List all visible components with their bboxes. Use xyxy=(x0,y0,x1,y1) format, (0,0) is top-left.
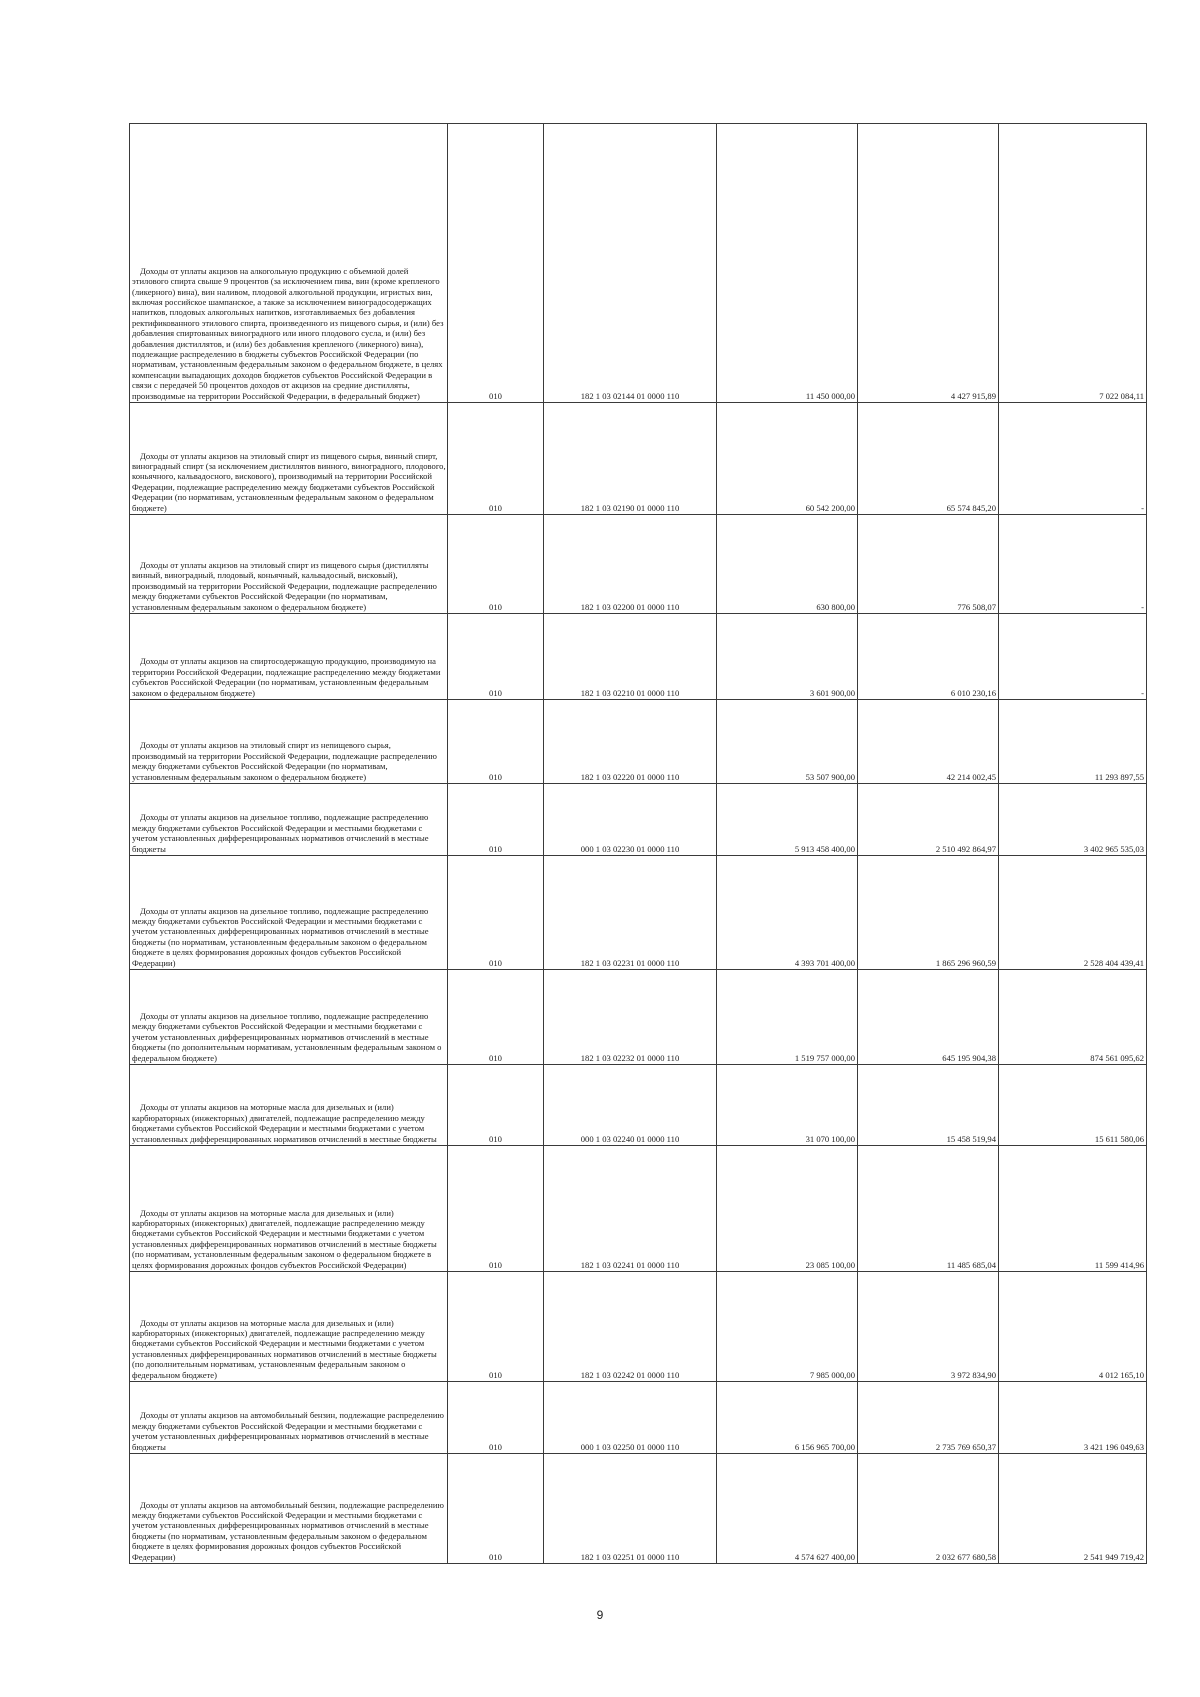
budget-code-cell xyxy=(544,856,717,970)
approved-amount: 53 507 900,00 xyxy=(805,771,855,782)
approved-amount-cell xyxy=(717,970,858,1065)
unexecuted-amount-cell xyxy=(999,784,1147,856)
revenue-name-cell xyxy=(130,784,448,856)
approved-amount: 1 519 757 000,00 xyxy=(794,1052,855,1063)
approved-amount: 31 070 100,00 xyxy=(805,1133,855,1144)
unexecuted-amount-cell xyxy=(999,1146,1147,1272)
line-code: 010 xyxy=(489,771,502,782)
budget-code-cell xyxy=(544,784,717,856)
revenue-table xyxy=(129,123,1147,1564)
approved-amount-cell xyxy=(717,124,858,403)
unexecuted-amount-cell xyxy=(999,970,1147,1065)
executed-amount: 65 574 845,20 xyxy=(946,502,996,513)
executed-amount: 15 458 519,94 xyxy=(946,1133,996,1144)
executed-amount-cell xyxy=(858,1272,999,1382)
revenue-name: Доходы от уплаты акцизов на этиловый спирт из пищевого сырья, винный спирт, виноградный спирт (за исключением дистиллятов винного, виноградного, плодового, коньячного, кальвадосного, вискового), производимый на территории Российской Федерации, подлежащие распределению между бюджетами субъектов Российской Федерации (по нормативам, установленным федеральным законом о федеральном бюджете) xyxy=(132,450,446,513)
revenue-name: Доходы от уплаты акцизов на этиловый спирт из пищевого сырья (дистилляты винный, виноградный, плодовый, коньячный, кальвадосный, висковый), производимый на территории Российской Федерации, подлежащие распределению между бюджетами субъектов Российской Федерации (по нормативам, установленным федеральным законом о федеральном бюджете) xyxy=(132,559,437,612)
revenue-name-cell xyxy=(130,614,448,700)
budget-code: 182 1 03 02144 01 0000 110 xyxy=(580,390,680,401)
line-code-cell xyxy=(448,856,544,970)
budget-code-cell xyxy=(544,515,717,614)
executed-amount-cell xyxy=(858,614,999,700)
executed-amount-cell xyxy=(858,1454,999,1564)
executed-amount-cell xyxy=(858,856,999,970)
revenue-name: Доходы от уплаты акцизов на автомобильный бензин, подлежащие распределению между бюджетами субъектов Российской Федерации и местными бюджетами с учетом установленных дифференцированных нормативов отчислений в местные бюджеты xyxy=(132,1410,444,1452)
budget-code: 182 1 03 02220 01 0000 110 xyxy=(580,771,680,782)
approved-amount-cell xyxy=(717,700,858,784)
unexecuted-amount-cell xyxy=(999,700,1147,784)
approved-amount-cell xyxy=(717,784,858,856)
line-code: 010 xyxy=(489,1133,502,1144)
unexecuted-amount: 874 561 095,62 xyxy=(1090,1052,1144,1063)
page-number: 9 xyxy=(596,1608,604,1622)
unexecuted-amount-cell xyxy=(999,515,1147,614)
unexecuted-amount-cell xyxy=(999,124,1147,403)
budget-code: 182 1 03 02232 01 0000 110 xyxy=(580,1052,680,1063)
unexecuted-amount-cell xyxy=(999,856,1147,970)
approved-amount-cell xyxy=(717,1065,858,1146)
executed-amount: 4 427 915,89 xyxy=(950,390,996,401)
approved-amount: 60 542 200,00 xyxy=(805,502,855,513)
revenue-name-cell xyxy=(130,1454,448,1564)
line-code: 010 xyxy=(489,502,502,513)
executed-amount: 2 510 492 864,97 xyxy=(935,843,996,854)
approved-amount: 4 393 701 400,00 xyxy=(794,957,855,968)
line-code-cell xyxy=(448,1272,544,1382)
line-code-cell xyxy=(448,1065,544,1146)
executed-amount: 776 508,07 xyxy=(957,601,996,612)
budget-code: 000 1 03 02240 01 0000 110 xyxy=(580,1133,680,1144)
budget-code: 182 1 03 02251 01 0000 110 xyxy=(580,1551,680,1562)
table-row xyxy=(130,1454,1147,1564)
executed-amount: 3 972 834,90 xyxy=(950,1369,996,1380)
revenue-name: Доходы от уплаты акцизов на дизельное топливо, подлежащие распределению между бюджетами субъектов Российской Федерации и местными бюджетами с учетом установленных дифференцированных нормативов отчислений в местные бюджеты xyxy=(132,812,429,854)
unexecuted-amount-cell xyxy=(999,1454,1147,1564)
line-code-cell xyxy=(448,124,544,403)
revenue-name-cell xyxy=(130,856,448,970)
revenue-name: Доходы от уплаты акцизов на автомобильный бензин, подлежащие распределению между бюджетами субъектов Российской Федерации и местными бюджетами с учетом установленных дифференцированных нормативов отчислений в местные бюджеты (по нормативам, установленным федеральным законом о федеральном бюджете в целях формирования дорожных фондов субъектов Российской Федерации) xyxy=(132,1499,444,1562)
executed-amount-cell xyxy=(858,124,999,403)
unexecuted-amount-cell xyxy=(999,614,1147,700)
revenue-name-cell xyxy=(130,1146,448,1272)
revenue-name-cell xyxy=(130,124,448,403)
revenue-name: Доходы от уплаты акцизов на моторные масла для дизельных и (или) карбюраторных (инжекторных) двигателей, подлежащие распределению между бюджетами субъектов Российской Федерации и местными бюджетами с учетом установленных дифференцированных нормативов отчислений в местные бюджеты xyxy=(132,1102,437,1144)
unexecuted-amount: 2 541 949 719,42 xyxy=(1083,1551,1144,1562)
unexecuted-amount: 4 012 165,10 xyxy=(1098,1369,1144,1380)
executed-amount-cell xyxy=(858,1382,999,1454)
approved-amount: 11 450 000,00 xyxy=(805,390,855,401)
table-row xyxy=(130,124,1147,403)
line-code-cell xyxy=(448,700,544,784)
approved-amount: 23 085 100,00 xyxy=(805,1259,855,1270)
line-code: 010 xyxy=(489,1052,502,1063)
approved-amount-cell xyxy=(717,1272,858,1382)
approved-amount: 630 800,00 xyxy=(816,601,855,612)
unexecuted-amount: 2 528 404 439,41 xyxy=(1083,957,1144,968)
budget-code-cell xyxy=(544,614,717,700)
approved-amount: 5 913 458 400,00 xyxy=(794,843,855,854)
unexecuted-amount: - xyxy=(1141,687,1144,698)
budget-code-cell xyxy=(544,403,717,515)
executed-amount-cell xyxy=(858,700,999,784)
table-row xyxy=(130,403,1147,515)
line-code-cell xyxy=(448,970,544,1065)
line-code-cell xyxy=(448,515,544,614)
revenue-name-cell xyxy=(130,403,448,515)
unexecuted-amount: - xyxy=(1141,502,1144,513)
table-row xyxy=(130,1065,1147,1146)
approved-amount: 7 985 000,00 xyxy=(809,1369,855,1380)
revenue-name: Доходы от уплаты акцизов на этиловый спирт из непищевого сырья, производимый на территории Российской Федерации, подлежащие распределению между бюджетами субъектов Российской Федерации (по нормативам, установленным федеральным законом о федеральном бюджете) xyxy=(132,740,437,782)
line-code-cell xyxy=(448,1146,544,1272)
executed-amount-cell xyxy=(858,1146,999,1272)
executed-amount: 11 485 685,04 xyxy=(946,1259,996,1270)
unexecuted-amount-cell xyxy=(999,1065,1147,1146)
approved-amount-cell xyxy=(717,856,858,970)
line-code: 010 xyxy=(489,1369,502,1380)
unexecuted-amount: 15 611 580,06 xyxy=(1094,1133,1144,1144)
budget-code-cell xyxy=(544,124,717,403)
line-code: 010 xyxy=(489,390,502,401)
budget-code-cell xyxy=(544,970,717,1065)
budget-code-cell xyxy=(544,1146,717,1272)
budget-code: 000 1 03 02250 01 0000 110 xyxy=(580,1441,680,1452)
unexecuted-amount-cell xyxy=(999,403,1147,515)
line-code-cell xyxy=(448,614,544,700)
executed-amount-cell xyxy=(858,403,999,515)
table-row xyxy=(130,1146,1147,1272)
revenue-name: Доходы от уплаты акцизов на дизельное топливо, подлежащие распределению между бюджетами субъектов Российской Федерации и местными бюджетами с учетом установленных дифференцированных нормативов отчислений в местные бюджеты (по дополнительным нормативам, установленным федеральным законом о федеральном бюджете) xyxy=(132,1010,442,1063)
approved-amount-cell xyxy=(717,403,858,515)
executed-amount: 645 195 904,38 xyxy=(942,1052,996,1063)
revenue-name: Доходы от уплаты акцизов на моторные масла для дизельных и (или) карбюраторных (инжекторных) двигателей, подлежащие распределению между бюджетами субъектов Российской Федерации и местными бюджетами с учетом установленных дифференцированных нормативов отчислений в местные бюджеты (по дополнительным нормативам, установленным федеральным законом о федеральном бюджете) xyxy=(132,1317,437,1380)
unexecuted-amount: 3 421 196 049,63 xyxy=(1083,1441,1144,1452)
budget-code: 182 1 03 02190 01 0000 110 xyxy=(580,502,680,513)
executed-amount-cell xyxy=(858,970,999,1065)
budget-code-cell xyxy=(544,1454,717,1564)
revenue-name-cell xyxy=(130,970,448,1065)
table-row xyxy=(130,1382,1147,1454)
executed-amount: 2 032 677 680,58 xyxy=(935,1551,996,1562)
revenue-name-cell xyxy=(130,700,448,784)
unexecuted-amount-cell xyxy=(999,1382,1147,1454)
executed-amount: 6 010 230,16 xyxy=(950,687,996,698)
executed-amount-cell xyxy=(858,515,999,614)
table-body xyxy=(130,124,1147,1564)
budget-code-cell xyxy=(544,700,717,784)
line-code-cell xyxy=(448,1454,544,1564)
budget-code: 182 1 03 02231 01 0000 110 xyxy=(580,957,680,968)
approved-amount-cell xyxy=(717,515,858,614)
revenue-name: Доходы от уплаты акцизов на алкогольную продукцию с объемной долей этилового спирта свыше 9 процентов (за исключением пива, вин (кроме крепленого (ликерного) вина), вин наливом, плодовой алкогольной продукции, игристых вин, включая российское шампанское, а также за исключением виноградосодержащих напитков, плодовых алкогольных напитков, изготавливаемых без добавления ректификованного этилового спирта, произведенного из пищевого сырья, и (или) без добавления спиртованных виноградного или иного плодового сусла, и (или) без добавления дистиллятов, и (или) без добавления крепленого (ликерного) вина), подлежащие распределению в бюджеты субъектов Российской Федерации (по нормативам, установленным федеральным законом о федеральном бюджете, в целях компенсации выпадающих доходов бюджетов субъектов Российской Федерации в связи с передачей 50 процентов доходов от акцизов на средние дистилляты, производимые на территории Российской Федерации, в федеральный бюджет) xyxy=(132,265,444,401)
approved-amount-cell xyxy=(717,614,858,700)
budget-code-cell xyxy=(544,1382,717,1454)
line-code: 010 xyxy=(489,687,502,698)
executed-amount: 2 735 769 650,37 xyxy=(935,1441,996,1452)
table-row xyxy=(130,700,1147,784)
unexecuted-amount-cell xyxy=(999,1272,1147,1382)
revenue-name: Доходы от уплаты акцизов на спиртосодержащую продукцию, производимую на территории Российской Федерации, подлежащие распределению между бюджетами субъектов Российской Федерации (по нормативам, установленным федеральным законом о федеральном бюджете) xyxy=(132,656,441,698)
executed-amount: 1 865 296 960,59 xyxy=(935,957,996,968)
executed-amount-cell xyxy=(858,784,999,856)
budget-code: 182 1 03 02242 01 0000 110 xyxy=(580,1369,680,1380)
line-code: 010 xyxy=(489,601,502,612)
budget-code: 182 1 03 02200 01 0000 110 xyxy=(580,601,680,612)
executed-amount: 42 214 002,45 xyxy=(946,771,996,782)
line-code-cell xyxy=(448,784,544,856)
table-row xyxy=(130,614,1147,700)
budget-code-cell xyxy=(544,1272,717,1382)
budget-code-cell xyxy=(544,1065,717,1146)
approved-amount-cell xyxy=(717,1146,858,1272)
revenue-name: Доходы от уплаты акцизов на моторные масла для дизельных и (или) карбюраторных (инжекторных) двигателей, подлежащие распределению между бюджетами субъектов Российской Федерации и местными бюджетами с учетом установленных дифференцированных нормативов отчислений в местные бюджеты (по нормативам, установленным федеральным законом о федеральном бюджете в целях формирования дорожных фондов субъектов Российской Федерации) xyxy=(132,1207,437,1270)
approved-amount-cell xyxy=(717,1454,858,1564)
line-code-cell xyxy=(448,403,544,515)
approved-amount: 3 601 900,00 xyxy=(809,687,855,698)
table-row xyxy=(130,1272,1147,1382)
line-code: 010 xyxy=(489,957,502,968)
line-code-cell xyxy=(448,1382,544,1454)
approved-amount: 4 574 627 400,00 xyxy=(794,1551,855,1562)
budget-code: 000 1 03 02230 01 0000 110 xyxy=(580,843,680,854)
unexecuted-amount: - xyxy=(1141,601,1144,612)
line-code: 010 xyxy=(489,1259,502,1270)
line-code: 010 xyxy=(489,843,502,854)
unexecuted-amount: 11 599 414,96 xyxy=(1094,1259,1144,1270)
table-row xyxy=(130,856,1147,970)
line-code: 010 xyxy=(489,1551,502,1562)
revenue-name: Доходы от уплаты акцизов на дизельное топливо, подлежащие распределению между бюджетами субъектов Российской Федерации и местными бюджетами с учетом установленных дифференцированных нормативов отчислений в местные бюджеты (по нормативам, установленным федеральным законом о федеральном бюджете в целях формирования дорожных фондов субъектов Российской Федерации) xyxy=(132,905,429,968)
unexecuted-amount: 7 022 084,11 xyxy=(1099,390,1144,401)
revenue-name-cell xyxy=(130,1065,448,1146)
approved-amount: 6 156 965 700,00 xyxy=(794,1441,855,1452)
unexecuted-amount: 11 293 897,55 xyxy=(1094,771,1144,782)
revenue-name-cell xyxy=(130,1382,448,1454)
revenue-name-cell xyxy=(130,515,448,614)
line-code: 010 xyxy=(489,1441,502,1452)
executed-amount-cell xyxy=(858,1065,999,1146)
table-row xyxy=(130,784,1147,856)
table-row xyxy=(130,970,1147,1065)
budget-code: 182 1 03 02241 01 0000 110 xyxy=(580,1259,680,1270)
table-row xyxy=(130,515,1147,614)
approved-amount-cell xyxy=(717,1382,858,1454)
budget-code: 182 1 03 02210 01 0000 110 xyxy=(580,687,680,698)
unexecuted-amount: 3 402 965 535,03 xyxy=(1083,843,1144,854)
revenue-name-cell xyxy=(130,1272,448,1382)
